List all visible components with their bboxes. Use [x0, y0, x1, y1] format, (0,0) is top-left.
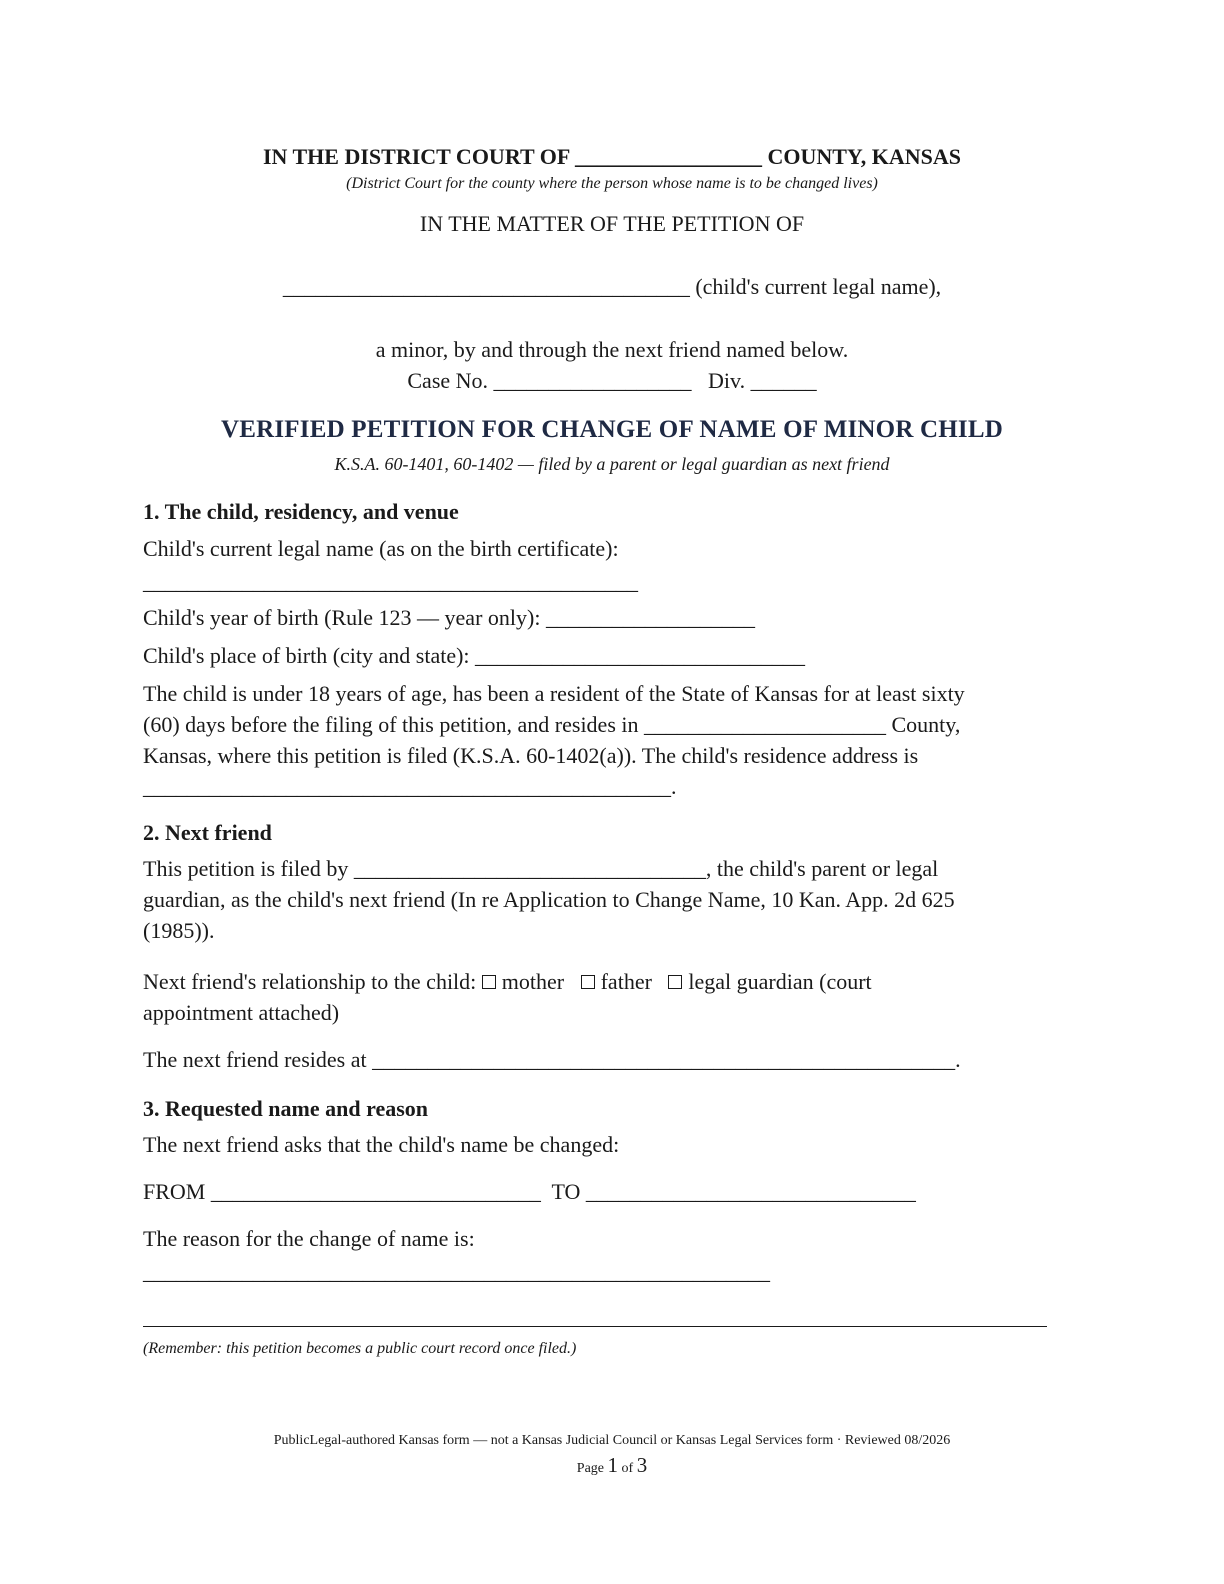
place-of-birth-label: Child's place of birth (city and state):: [143, 643, 476, 668]
page-current: 1: [607, 1453, 619, 1477]
child-name-label: (child's current legal name),: [689, 274, 942, 299]
ask-line: The next friend asks that the child's name be changed:: [143, 1132, 620, 1157]
child-name-caption: [0, 273, 1224, 301]
page-of: of: [618, 1461, 637, 1476]
residency-county-blank[interactable]: ______________________: [644, 712, 886, 737]
father-checkbox[interactable]: [581, 975, 595, 989]
residence-address-row: [143, 771, 1083, 802]
div-label: Div.: [691, 368, 751, 393]
section-1-heading: 1. The child, residency, and venue: [143, 499, 459, 524]
next-friend-address-blank[interactable]: _____________________________________________________: [372, 1047, 956, 1072]
court-caption: [0, 143, 1224, 171]
next-friend-name-blank[interactable]: ________________________________: [353, 856, 706, 881]
filed-by-row: [143, 853, 1083, 884]
child-name-blank[interactable]: _____________________________________: [282, 274, 690, 299]
footer-text: PublicLegal-authored Kansas form — not a Kansas Judicial Council or Kansas Legal Services form · Reviewed 08/2026: [273, 1433, 951, 1448]
minor-line: a minor, by and through the next friend named below.: [375, 337, 849, 362]
place-of-birth-blank[interactable]: ______________________________: [475, 643, 806, 668]
year-of-birth-blank[interactable]: ___________________: [545, 605, 755, 630]
resides-label: The next friend resides at: [143, 1047, 373, 1072]
page-number: [0, 1453, 1224, 1481]
mother-checkbox[interactable]: [482, 975, 496, 989]
section-2-heading: 2. Next friend: [143, 820, 272, 845]
next-friend-line-3: (1985)).: [143, 918, 215, 943]
residency-text-a: (60) days before the filing of this petition, and resides in: [143, 712, 644, 737]
residency-line-3: Kansas, where this petition is filed (K.S.A. 60-1402(a)). The child's residence address is: [143, 743, 919, 768]
case-label: Case No.: [407, 368, 494, 393]
current-name-label: Child's current legal name (as on the birth certificate):: [143, 536, 619, 561]
place-of-birth-row: [143, 640, 1083, 671]
reason-label: The reason for the change of name is:: [143, 1226, 475, 1251]
court-suffix: COUNTY, KANSAS: [761, 144, 962, 169]
document-title: VERIFIED PETITION FOR CHANGE OF NAME OF MINOR CHILD: [221, 416, 1003, 443]
filed-by-text-b: , the child's parent or legal: [705, 856, 939, 881]
mother-option-label: mother: [501, 969, 565, 994]
relationship-row: [143, 966, 1083, 997]
year-of-birth-row: [143, 602, 1083, 633]
case-number-blank[interactable]: __________________: [493, 368, 692, 393]
county-blank[interactable]: _________________: [574, 144, 762, 169]
section-1-body: [143, 533, 1083, 802]
guardian-continuation: appointment attached): [143, 1000, 340, 1025]
to-label: TO: [540, 1179, 586, 1204]
section-2-body: [143, 853, 1083, 1075]
public-record-note: (Remember: this petition becomes a public court record once filed.): [143, 1340, 577, 1357]
division-blank[interactable]: ______: [750, 368, 817, 393]
year-of-birth-label: Child's year of birth (Rule 123 — year only):: [143, 605, 546, 630]
page-label: Page: [576, 1461, 608, 1476]
legal-guardian-option-label: legal guardian (court: [688, 969, 872, 994]
relationship-label: Next friend's relationship to the child:: [143, 969, 482, 994]
section-3-heading: 3. Requested name and reason: [143, 1096, 429, 1121]
next-friend-line-2: guardian, as the child's next friend (In re Application to Change Name, 10 Kan. App. 2d 625: [143, 887, 955, 912]
resides-end: .: [955, 1047, 961, 1072]
legal-guardian-checkbox[interactable]: [668, 975, 682, 989]
residence-address-end: .: [671, 774, 677, 799]
court-prefix: IN THE DISTRICT COURT OF: [262, 144, 575, 169]
to-name-blank[interactable]: ______________________________: [585, 1179, 916, 1204]
next-friend-resides-row: [143, 1044, 1083, 1075]
current-name-blank[interactable]: _____________________________________________: [143, 569, 638, 594]
from-label: FROM: [143, 1179, 211, 1204]
residency-line-2: [143, 709, 1083, 740]
section-3-body: [143, 1129, 1083, 1287]
court-note: (District Court for the county where the person whose name is to be changed lives): [346, 175, 878, 192]
reason-blank[interactable]: _________________________________________________________: [143, 1259, 770, 1284]
page-total: 3: [636, 1453, 648, 1477]
residency-line-1: The child is under 18 years of age, has been a resident of the State of Kansas for at least sixty: [143, 681, 965, 706]
case-line: [0, 367, 1224, 395]
father-option-label: father: [600, 969, 652, 994]
matter-line: IN THE MATTER OF THE PETITION OF: [419, 211, 805, 236]
filed-by-text: This petition is filed by: [143, 856, 354, 881]
reason-line-2[interactable]: [143, 1326, 1047, 1327]
residency-text-b: County,: [886, 712, 961, 737]
document-subtitle: K.S.A. 60-1401, 60-1402 — filed by a parent or legal guardian as next friend: [334, 454, 890, 474]
from-name-blank[interactable]: ______________________________: [210, 1179, 541, 1204]
from-to-row: [143, 1176, 1083, 1207]
residence-address-blank[interactable]: ________________________________________________: [143, 774, 671, 799]
